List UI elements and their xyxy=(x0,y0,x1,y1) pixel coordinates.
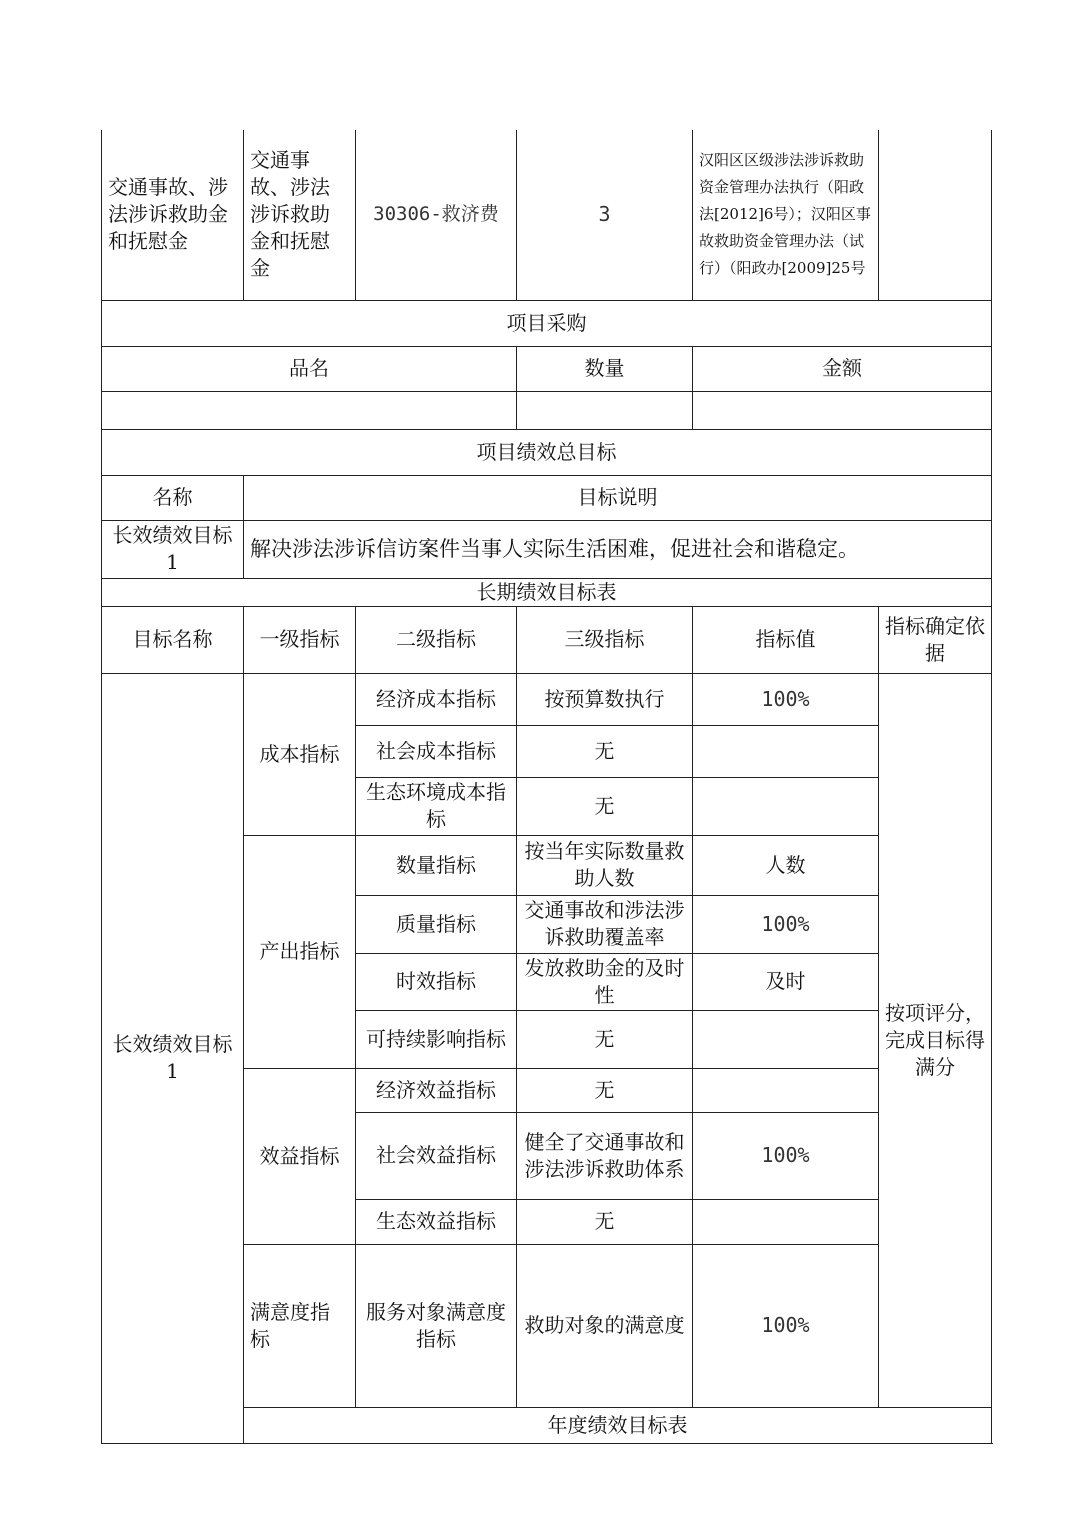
level1-cost: 成本指标 xyxy=(244,673,356,835)
procurement-header-amount: 金额 xyxy=(693,346,992,391)
value-cell: 人数 xyxy=(693,835,879,895)
value-cell: 100% xyxy=(693,673,879,725)
level2-cell: 经济效益指标 xyxy=(356,1068,517,1112)
basis-main: 按项评分，完成目标得满分 xyxy=(879,673,992,1407)
level3-cell: 无 xyxy=(517,1068,693,1112)
value-cell xyxy=(693,1199,879,1244)
value-cell xyxy=(693,1068,879,1112)
goal-name-header: 名称 xyxy=(102,475,244,520)
level2-cell: 质量指标 xyxy=(356,895,517,953)
amount-cell: 3 xyxy=(517,130,693,300)
procurement-title: 项目采购 xyxy=(102,300,992,346)
level3-cell: 按当年实际数量救助人数 xyxy=(517,835,693,895)
value-cell: 100% xyxy=(693,895,879,953)
value-cell xyxy=(693,777,879,835)
procurement-header-qty: 数量 xyxy=(517,346,693,391)
basis-cell: 汉阳区区级涉法涉诉救助资金管理办法执行（阳政法[2012]6号）；汉阳区事故救助资金管理办法（试行）（阳政办[2009]25号 xyxy=(693,130,879,300)
level3-cell: 发放救助金的及时性 xyxy=(517,953,693,1010)
procurement-empty-amount xyxy=(693,391,992,429)
level3-cell: 健全了交通事故和涉法涉诉救助体系 xyxy=(517,1112,693,1199)
level3-cell: 无 xyxy=(517,1010,693,1068)
value-cell: 及时 xyxy=(693,953,879,1010)
level2-cell: 数量指标 xyxy=(356,835,517,895)
level3-cell: 交通事故和涉法涉诉救助覆盖率 xyxy=(517,895,693,953)
fund-content-cell: 交通事故、涉法涉诉救助金和抚慰金 xyxy=(244,130,356,300)
procurement-header-item: 品名 xyxy=(102,346,517,391)
goal-desc-header: 目标说明 xyxy=(244,475,992,520)
level2-cell: 生态环境成本指标 xyxy=(356,777,517,835)
lt-goal-name: 长效绩效目标1 xyxy=(102,673,244,1443)
lt-header-goal: 目标名称 xyxy=(102,606,244,673)
level1-benefit: 效益指标 xyxy=(244,1068,356,1244)
value-cell xyxy=(693,1010,879,1068)
level1-satisfaction: 满意度指标 xyxy=(244,1244,356,1407)
fund-empty-cell xyxy=(879,130,992,300)
econ-class-cell: 30306-救济费 xyxy=(356,130,517,300)
level2-cell: 服务对象满意度指标 xyxy=(356,1244,517,1407)
procurement-empty-qty xyxy=(517,391,693,429)
level2-cell: 生态效益指标 xyxy=(356,1199,517,1244)
performance-table xyxy=(101,130,992,1444)
annual-title: 年度绩效目标表 xyxy=(244,1407,992,1443)
level3-cell: 救助对象的满意度 xyxy=(517,1244,693,1407)
lt-header-value: 指标值 xyxy=(693,606,879,673)
lt-header-level2: 二级指标 xyxy=(356,606,517,673)
value-cell xyxy=(693,725,879,777)
lt-header-level3: 三级指标 xyxy=(517,606,693,673)
overall-goal-title: 项目绩效总目标 xyxy=(102,429,992,475)
level3-cell: 无 xyxy=(517,1199,693,1244)
lt-header-level1: 一级指标 xyxy=(244,606,356,673)
value-cell: 100% xyxy=(693,1112,879,1199)
goal-description: 解决涉法涉诉信访案件当事人实际生活困难，促进社会和谐稳定。 xyxy=(244,520,992,578)
level3-cell: 无 xyxy=(517,725,693,777)
goal-name: 长效绩效目标1 xyxy=(102,520,244,578)
level3-cell: 无 xyxy=(517,777,693,835)
level2-cell: 可持续影响指标 xyxy=(356,1010,517,1068)
level2-cell: 时效指标 xyxy=(356,953,517,1010)
long-term-title: 长期绩效目标表 xyxy=(102,578,992,606)
level1-output: 产出指标 xyxy=(244,835,356,1068)
lt-header-basis: 指标确定依据 xyxy=(879,606,992,673)
level2-cell: 社会效益指标 xyxy=(356,1112,517,1199)
procurement-empty-item xyxy=(102,391,517,429)
value-cell: 100% xyxy=(693,1244,879,1407)
fund-name-cell: 交通事故、涉法涉诉救助金和抚慰金 xyxy=(102,130,244,300)
level2-cell: 社会成本指标 xyxy=(356,725,517,777)
level2-cell: 经济成本指标 xyxy=(356,673,517,725)
level3-cell: 按预算数执行 xyxy=(517,673,693,725)
